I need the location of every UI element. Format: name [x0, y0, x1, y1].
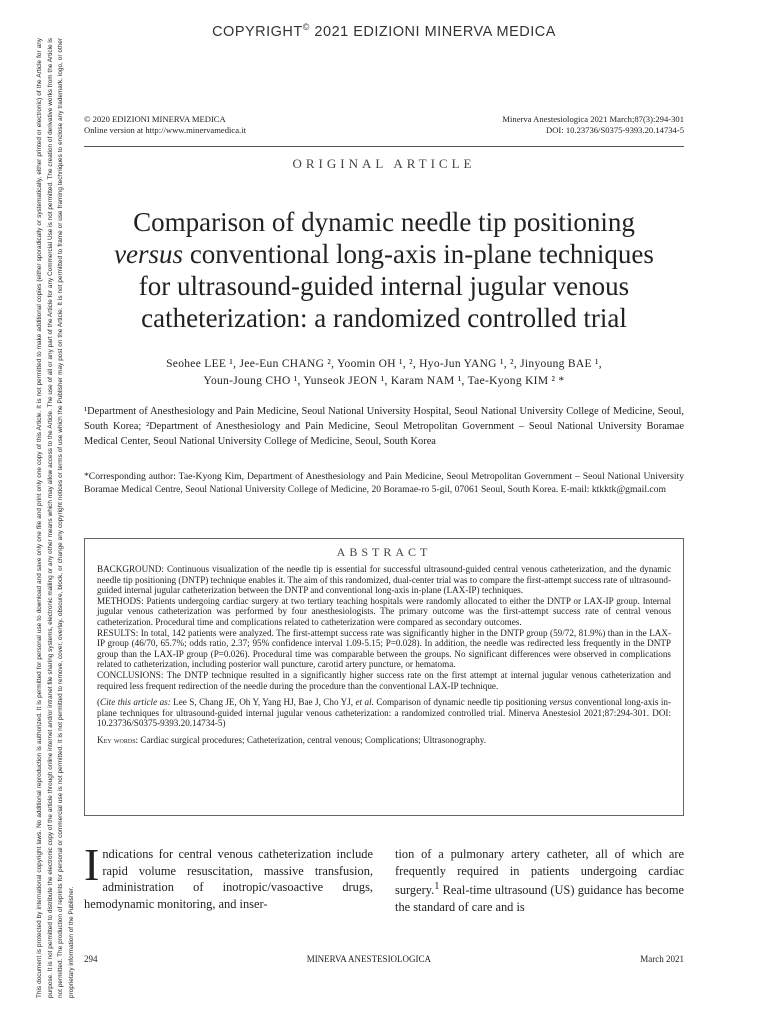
authors-line-2: Youn-Joung CHO ¹, Yunseok JEON ¹, Karam NAM ¹, Tae-Kyong KIM ² * — [203, 375, 565, 387]
cite-versus: versus — [549, 697, 573, 708]
corresponding-author: *Corresponding author: Tae-Kyong Kim, Department of Anesthesiology and Pain Medicine, Seoul Metropolitan Government – Seoul National University Boramae Medical Centre, Seoul National University College of Medicine, 20 Boramae-ro 5-gil, 07061 Seoul, South Korea. E-mail: ktkktk@gmail.com — [84, 471, 684, 495]
keywords-label: Key words: — [97, 734, 139, 745]
body-left-text: ndications for central venous catheterization include rapid volume resuscitation, massive transfusion, administration of inotropic/vasoactive drugs, hemodynamic monitoring, and inser- — [84, 847, 373, 911]
body-column-left — [84, 839, 373, 912]
abstract-methods: METHODS: Patients undergoing cardiac surgery at two tertiary teaching hospitals were randomly allocated to either the DNTP or LAX-IP group. Internal jugular venous catheterization was performed by four anesthesiologists. The primary outcome was the first-attempt success rate of central venous catheterization. Procedural time and complications related to catheterization were compared as secondary outcomes. — [97, 595, 671, 627]
body-right-text-a: tion of a pulmonary artery catheter, all of which are frequently required in patients undergoing cardiac surgery. — [395, 847, 684, 898]
section-label: ORIGINAL ARTICLE — [292, 156, 476, 171]
reference-marker: 1 — [434, 881, 440, 893]
title-line-3: for ultrasound-guided internal jugular venous — [138, 271, 630, 301]
abstract-background: BACKGROUND: Continuous visualization of the needle tip is essential for successful ultrasound-guided central venous catheterization, and the dynamic needle tip positioning (DNTP) technique enables it. The aim of this randomized, dual-center trial was to compare the first-attempt success rate of ultrasound-guided internal jugular catheterization between the DNTP and conventional long-axis in-plane (LAX-IP) techniques. — [97, 564, 671, 596]
author-list — [100, 356, 668, 390]
body-right-text-b: Real-time ultrasound (US) guidance has become the standard of care and is — [395, 883, 684, 914]
cite-rest: conventional long-axis in-plane techniques for ultrasound-guided internal jugular venous catheterization: a randomized controlled trial. Minerva Anestesiol 2021;87:294-301. DOI: 10.23736/S0375-9393.20.14734-5) — [97, 697, 671, 729]
title-line-2-rest: conventional long-axis in-plane techniques — [183, 239, 654, 269]
title-line-1: Comparison of dynamic needle tip positioning — [133, 207, 635, 237]
cite-title: Comparison of dynamic needle tip positioning — [373, 697, 550, 708]
cite-etal: et al. — [355, 697, 374, 708]
page-footer — [84, 954, 684, 964]
copyright-banner — [0, 22, 768, 40]
article-title — [90, 206, 678, 334]
authors-line-1: Seohee LEE ¹, Jee-Eun CHANG ², Yoomin OH ¹, ², Hyo-Jun YANG ¹, ², Jinyoung BAE ¹, — [166, 358, 602, 370]
affiliations: ¹Department of Anesthesiology and Pain Medicine, Seoul National University Hospital, Seoul National University College of Medicine, Seoul, South Korea; ²Department of Anesthesiology and Pain Medicine, Seoul Metropolitan Government – Seoul National University Boramae Medical Center, Seoul National University College of Medicine, Seoul, South Korea — [84, 406, 684, 447]
title-versus: versus — [114, 239, 184, 269]
side-copyright-notice: This document is protected by international copyright laws. No additional reproduction is authorized. It is permitted for personal use to download and save only one file and print only one copy of this Article. It is not permitted to make additional copies (either sporadically or systematically, either printed or electronic) of the Article for any purpose. It is not permitted to distribute the electronic copy of the article through online internet and/or intranet file sharing systems, electronic mailing or any other means which may allow access to the Article. The use of all or any part of the Article for any Commercial Use is not permitted. The creation of derivative works from the Article is not permitted. The production of reprints for personal or commercial use is not permitted. It is not permitted to remove, cover, overlay, obscure, block, or change any copyright notices or terms of use which the Publisher may post on the Article. It is not permitted to frame or use framing techniques to enclose any trademark, logo, or other proprietary information of the Publisher. — [36, 38, 75, 998]
footer-journal: MINERVA ANESTESIOLOGICA — [306, 954, 432, 964]
footer-date: March 2021 — [640, 954, 684, 964]
copyright-banner-pre: COPYRIGHT — [212, 23, 303, 40]
header-divider — [84, 146, 684, 147]
title-line-2 — [90, 238, 678, 270]
copyright-banner-post: 2021 EDIZIONI MINERVA MEDICA — [309, 23, 556, 40]
cite-label: Cite this article as: — [100, 697, 171, 708]
abstract-heading: ABSTRACT — [336, 545, 432, 559]
cite-authors: Lee S, Chang JE, Oh Y, Yang HJ, Bae J, Cho YJ, — [170, 697, 356, 708]
doi: DOI: 10.23736/S0375-9393.20.14734-5 — [546, 125, 684, 135]
abstract-box — [84, 538, 684, 816]
abstract-conclusions: CONCLUSIONS: The DNTP technique resulted in a significantly higher success rate on the first attempt at internal jugular venous catheterization and required less frequent redirection of the needle during the procedure than the conventional LAX-IP technique. — [97, 669, 671, 691]
journal-citation: Minerva Anestesiologica 2021 March;87(3):294-301 — [502, 114, 684, 124]
header-right — [502, 114, 684, 136]
drop-cap: I — [84, 839, 100, 890]
keywords — [97, 735, 671, 746]
page-number: 294 — [84, 954, 98, 964]
online-version: Online version at http://www.minervamedica.it — [84, 125, 246, 135]
copyright-symbol: © — [302, 22, 310, 32]
body-column-right — [395, 846, 684, 916]
citation-note: (Cite this article as: Lee S, Chang JE, Oh Y, Yang HJ, Bae J, Cho YJ, et al. Comparison of dynamic needle tip positioning versus conventional long-axis in-plane techniques for ultrasound-guided internal jugular venous catheterization: a randomized controlled trial. Minerva Anestesiol 2021;87:294-301. DOI: 10.23736/S0375-9393.20.14734-5) — [97, 697, 671, 729]
abstract-results: RESULTS: In total, 142 patients were analyzed. The first-attempt success rate was significantly higher in the DNTP group (59/72, 81.9%) than in the LAX-IP group (46/70, 65.7%; odds ratio, 2.37; 95% confidence interval 1.09-5.15; P=0.028). In addition, the needle was redirected less frequently in the DNTP group than the LAX-IP group (P=0.026). Procedural time was comparable between the groups. No significant differences were observed in complications related to catheterization, including posterior wall puncture, carotid artery puncture, or hematoma. — [97, 627, 671, 670]
keywords-text: Cardiac surgical procedures; Catheterization, central venous; Complications; Ultrasonography. — [138, 734, 486, 745]
header-left — [84, 114, 246, 136]
title-line-4: catheterization: a randomized controlled trial — [141, 303, 627, 333]
publisher-copyright: © 2020 EDIZIONI MINERVA MEDICA — [84, 114, 226, 124]
